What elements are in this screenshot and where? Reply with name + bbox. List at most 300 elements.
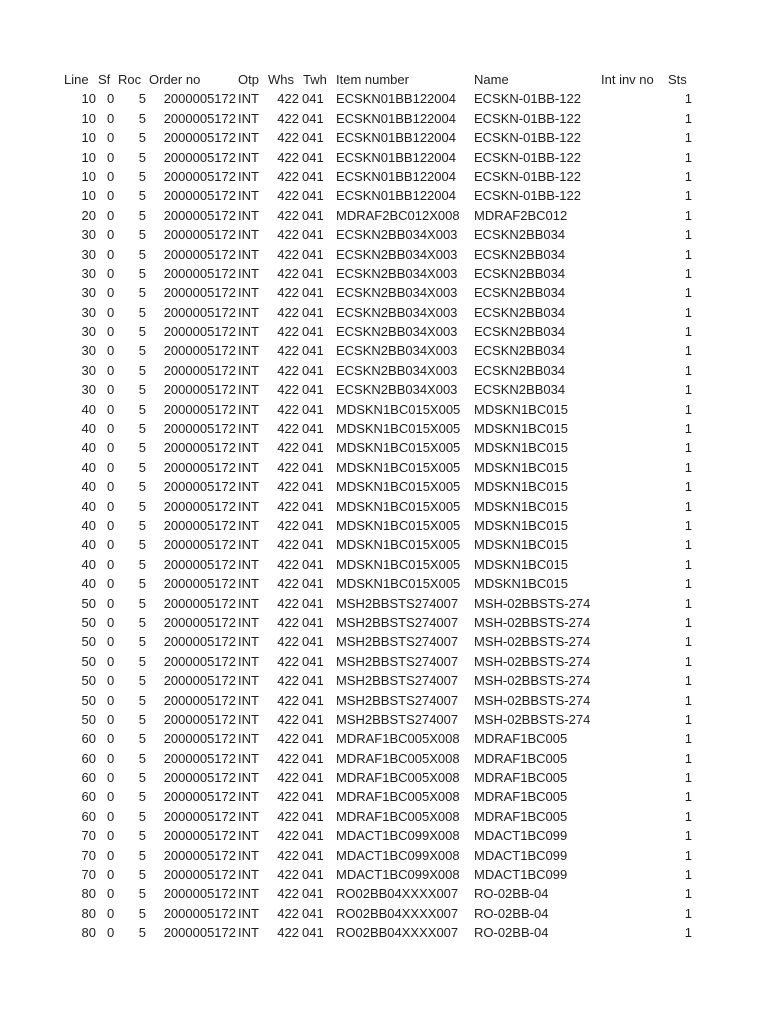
table-row	[0, 497, 768, 516]
status-cell: 1	[684, 498, 692, 514]
item-name-cell: MDRAF1BC005	[474, 731, 568, 747]
status-cell: 1	[684, 440, 692, 456]
table-row	[0, 477, 768, 496]
item-number-cell: ECSKN01BB122004	[336, 130, 456, 146]
table-row	[0, 361, 768, 380]
item-number-cell: MDRAF1BC005X008	[336, 789, 460, 805]
sf-cell: 0	[107, 324, 115, 340]
sf-cell: 0	[107, 188, 115, 204]
to-warehouse-cell: 041	[302, 188, 324, 204]
line-number-cell: 80	[81, 925, 96, 941]
to-warehouse-cell: 041	[302, 847, 324, 863]
line-number-cell: 50	[81, 692, 96, 708]
roc-cell: 5	[138, 421, 146, 437]
order-number-cell: 2000005172	[163, 168, 236, 184]
warehouse-cell: 422	[277, 556, 299, 572]
to-warehouse-cell: 041	[302, 362, 324, 378]
sf-cell: 0	[107, 808, 115, 824]
line-number-cell: 40	[81, 401, 96, 417]
item-number-cell: MDSKN1BC015X005	[336, 537, 461, 553]
col-header-line: Line	[64, 72, 89, 87]
status-cell: 1	[684, 828, 692, 844]
roc-cell: 5	[138, 498, 146, 514]
order-type-cell: INT	[238, 731, 259, 747]
col-header-order-no: Order no	[149, 72, 201, 87]
line-number-cell: 60	[81, 770, 96, 786]
warehouse-cell: 422	[277, 634, 299, 650]
to-warehouse-cell: 041	[302, 595, 324, 611]
line-number-cell: 40	[81, 479, 96, 495]
item-number-cell: ECSKN2BB034X003	[336, 343, 458, 359]
sf-cell: 0	[107, 168, 115, 184]
order-type-cell: INT	[238, 343, 259, 359]
roc-cell: 5	[138, 382, 146, 398]
line-number-cell: 50	[81, 595, 96, 611]
order-number-cell: 2000005172	[163, 401, 236, 417]
item-name-cell: MDRAF2BC012	[474, 207, 568, 223]
status-cell: 1	[684, 789, 692, 805]
line-number-cell: 30	[81, 265, 96, 281]
table-row	[0, 516, 768, 535]
line-number-cell: 70	[81, 828, 96, 844]
order-number-cell: 2000005172	[163, 130, 236, 146]
item-name-cell: MSH-02BBSTS-274	[474, 653, 591, 669]
table-row	[0, 865, 768, 884]
line-number-cell: 40	[81, 440, 96, 456]
status-cell: 1	[684, 246, 692, 262]
roc-cell: 5	[138, 847, 146, 863]
line-number-cell: 30	[81, 382, 96, 398]
table-row	[0, 438, 768, 457]
order-number-cell: 2000005172	[163, 440, 236, 456]
table-row	[0, 535, 768, 554]
warehouse-cell: 422	[277, 673, 299, 689]
order-number-cell: 2000005172	[163, 556, 236, 572]
table-row	[0, 691, 768, 710]
warehouse-cell: 422	[277, 498, 299, 514]
roc-cell: 5	[138, 440, 146, 456]
order-type-cell: INT	[238, 847, 259, 863]
col-header-name: Name	[474, 72, 509, 87]
table-row	[0, 264, 768, 283]
sf-cell: 0	[107, 227, 115, 243]
warehouse-cell: 422	[277, 382, 299, 398]
item-number-cell: MSH2BBSTS274007	[336, 692, 459, 708]
to-warehouse-cell: 041	[302, 692, 324, 708]
line-number-cell: 60	[81, 750, 96, 766]
table-row	[0, 904, 768, 923]
line-number-cell: 60	[81, 731, 96, 747]
item-name-cell: MDSKN1BC015	[474, 440, 568, 456]
item-name-cell: RO-02BB-04	[474, 886, 549, 902]
item-name-cell: ECSKN2BB034	[474, 285, 566, 301]
item-number-cell: MDSKN1BC015X005	[336, 498, 461, 514]
status-cell: 1	[684, 711, 692, 727]
warehouse-cell: 422	[277, 479, 299, 495]
item-name-cell: RO-02BB-04	[474, 905, 549, 921]
order-type-cell: INT	[238, 576, 259, 592]
item-number-cell: ECSKN2BB034X003	[336, 246, 458, 262]
item-number-cell: ECSKN2BB034X003	[336, 362, 458, 378]
status-cell: 1	[684, 343, 692, 359]
order-number-cell: 2000005172	[163, 886, 236, 902]
item-name-cell: ECSKN-01BB-122	[474, 149, 581, 165]
sf-cell: 0	[107, 867, 115, 883]
order-type-cell: INT	[238, 304, 259, 320]
sf-cell: 0	[107, 382, 115, 398]
order-type-cell: INT	[238, 770, 259, 786]
roc-cell: 5	[138, 285, 146, 301]
warehouse-cell: 422	[277, 188, 299, 204]
roc-cell: 5	[138, 91, 146, 107]
roc-cell: 5	[138, 556, 146, 572]
order-number-cell: 2000005172	[163, 343, 236, 359]
warehouse-cell: 422	[277, 692, 299, 708]
to-warehouse-cell: 041	[302, 149, 324, 165]
sf-cell: 0	[107, 828, 115, 844]
to-warehouse-cell: 041	[302, 750, 324, 766]
table-row	[0, 109, 768, 128]
status-cell: 1	[684, 673, 692, 689]
line-number-cell: 30	[81, 362, 96, 378]
item-name-cell: ECSKN2BB034	[474, 265, 566, 281]
to-warehouse-cell: 041	[302, 634, 324, 650]
order-type-cell: INT	[238, 692, 259, 708]
to-warehouse-cell: 041	[302, 614, 324, 630]
status-cell: 1	[684, 207, 692, 223]
item-number-cell: ECSKN2BB034X003	[336, 227, 458, 243]
line-number-cell: 40	[81, 421, 96, 437]
order-type-cell: INT	[238, 246, 259, 262]
item-name-cell: MDACT1BC099	[474, 847, 568, 863]
order-type-cell: INT	[238, 207, 259, 223]
item-name-cell: ECSKN-01BB-122	[474, 110, 581, 126]
order-type-cell: INT	[238, 227, 259, 243]
order-type-cell: INT	[238, 265, 259, 281]
to-warehouse-cell: 041	[302, 343, 324, 359]
warehouse-cell: 422	[277, 576, 299, 592]
table-row	[0, 400, 768, 419]
sf-cell: 0	[107, 770, 115, 786]
sf-cell: 0	[107, 498, 115, 514]
item-name-cell: ECSKN2BB034	[474, 227, 566, 243]
roc-cell: 5	[138, 227, 146, 243]
order-type-cell: INT	[238, 653, 259, 669]
line-number-cell: 50	[81, 711, 96, 727]
item-number-cell: MDSKN1BC015X005	[336, 517, 461, 533]
item-number-cell: MDSKN1BC015X005	[336, 459, 461, 475]
line-number-cell: 10	[81, 168, 96, 184]
sf-cell: 0	[107, 265, 115, 281]
status-cell: 1	[684, 867, 692, 883]
roc-cell: 5	[138, 246, 146, 262]
item-number-cell: RO02BB04XXXX007	[336, 925, 459, 941]
sf-cell: 0	[107, 130, 115, 146]
table-row	[0, 283, 768, 302]
roc-cell: 5	[138, 886, 146, 902]
order-number-cell: 2000005172	[163, 576, 236, 592]
sf-cell: 0	[107, 789, 115, 805]
status-cell: 1	[684, 188, 692, 204]
to-warehouse-cell: 041	[302, 808, 324, 824]
to-warehouse-cell: 041	[302, 711, 324, 727]
order-type-cell: INT	[238, 867, 259, 883]
roc-cell: 5	[138, 614, 146, 630]
warehouse-cell: 422	[277, 168, 299, 184]
status-cell: 1	[684, 653, 692, 669]
sf-cell: 0	[107, 459, 115, 475]
to-warehouse-cell: 041	[302, 130, 324, 146]
item-number-cell: MDACT1BC099X008	[336, 847, 460, 863]
to-warehouse-cell: 041	[302, 304, 324, 320]
table-row	[0, 613, 768, 632]
status-cell: 1	[684, 227, 692, 243]
sf-cell: 0	[107, 711, 115, 727]
table-row	[0, 225, 768, 244]
warehouse-cell: 422	[277, 750, 299, 766]
roc-cell: 5	[138, 653, 146, 669]
warehouse-cell: 422	[277, 847, 299, 863]
order-number-cell: 2000005172	[163, 789, 236, 805]
warehouse-cell: 422	[277, 149, 299, 165]
status-cell: 1	[684, 847, 692, 863]
item-name-cell: MDRAF1BC005	[474, 750, 568, 766]
sf-cell: 0	[107, 479, 115, 495]
table-row	[0, 303, 768, 322]
table-row	[0, 380, 768, 399]
order-type-cell: INT	[238, 673, 259, 689]
sf-cell: 0	[107, 207, 115, 223]
table-row	[0, 186, 768, 205]
order-type-cell: INT	[238, 808, 259, 824]
warehouse-cell: 422	[277, 285, 299, 301]
item-number-cell: ECSKN2BB034X003	[336, 285, 458, 301]
roc-cell: 5	[138, 188, 146, 204]
status-cell: 1	[684, 382, 692, 398]
table-row	[0, 167, 768, 186]
status-cell: 1	[684, 770, 692, 786]
item-number-cell: MDSKN1BC015X005	[336, 401, 461, 417]
item-number-cell: MDRAF2BC012X008	[336, 207, 460, 223]
item-name-cell: MDRAF1BC005	[474, 789, 568, 805]
sf-cell: 0	[107, 731, 115, 747]
item-name-cell: ECSKN-01BB-122	[474, 130, 581, 146]
order-number-cell: 2000005172	[163, 634, 236, 650]
roc-cell: 5	[138, 479, 146, 495]
warehouse-cell: 422	[277, 770, 299, 786]
item-number-cell: MDRAF1BC005X008	[336, 750, 460, 766]
status-cell: 1	[684, 401, 692, 417]
item-number-cell: MDRAF1BC005X008	[336, 731, 460, 747]
roc-cell: 5	[138, 789, 146, 805]
line-number-cell: 40	[81, 498, 96, 514]
status-cell: 1	[684, 576, 692, 592]
warehouse-cell: 422	[277, 867, 299, 883]
order-number-cell: 2000005172	[163, 517, 236, 533]
order-number-cell: 2000005172	[163, 925, 236, 941]
warehouse-cell: 422	[277, 227, 299, 243]
roc-cell: 5	[138, 692, 146, 708]
col-header-int-inv-no: Int inv no	[601, 72, 654, 87]
sf-cell: 0	[107, 401, 115, 417]
item-name-cell: ECSKN2BB034	[474, 324, 566, 340]
line-number-cell: 40	[81, 537, 96, 553]
warehouse-cell: 422	[277, 905, 299, 921]
to-warehouse-cell: 041	[302, 207, 324, 223]
table-row	[0, 807, 768, 826]
item-number-cell: ECSKN2BB034X003	[336, 382, 458, 398]
line-number-cell: 70	[81, 847, 96, 863]
sf-cell: 0	[107, 537, 115, 553]
warehouse-cell: 422	[277, 440, 299, 456]
table-row	[0, 710, 768, 729]
warehouse-cell: 422	[277, 459, 299, 475]
line-number-cell: 70	[81, 867, 96, 883]
line-number-cell: 10	[81, 110, 96, 126]
sf-cell: 0	[107, 362, 115, 378]
item-number-cell: MDSKN1BC015X005	[336, 440, 461, 456]
line-number-cell: 30	[81, 246, 96, 262]
status-cell: 1	[684, 614, 692, 630]
order-type-cell: INT	[238, 479, 259, 495]
warehouse-cell: 422	[277, 265, 299, 281]
line-number-cell: 50	[81, 634, 96, 650]
to-warehouse-cell: 041	[302, 905, 324, 921]
roc-cell: 5	[138, 207, 146, 223]
warehouse-cell: 422	[277, 362, 299, 378]
roc-cell: 5	[138, 265, 146, 281]
item-name-cell: ECSKN2BB034	[474, 343, 566, 359]
status-cell: 1	[684, 304, 692, 320]
warehouse-cell: 422	[277, 246, 299, 262]
line-number-cell: 10	[81, 130, 96, 146]
table-row	[0, 768, 768, 787]
roc-cell: 5	[138, 517, 146, 533]
sf-cell: 0	[107, 440, 115, 456]
item-number-cell: MDRAF1BC005X008	[336, 770, 460, 786]
item-number-cell: ECSKN2BB034X003	[336, 265, 458, 281]
item-number-cell: MDSKN1BC015X005	[336, 576, 461, 592]
to-warehouse-cell: 041	[302, 556, 324, 572]
order-number-cell: 2000005172	[163, 692, 236, 708]
order-type-cell: INT	[238, 110, 259, 126]
line-number-cell: 10	[81, 149, 96, 165]
table-row	[0, 826, 768, 845]
sf-cell: 0	[107, 517, 115, 533]
warehouse-cell: 422	[277, 421, 299, 437]
status-cell: 1	[684, 149, 692, 165]
status-cell: 1	[684, 750, 692, 766]
to-warehouse-cell: 041	[302, 828, 324, 844]
table-row	[0, 128, 768, 147]
order-type-cell: INT	[238, 537, 259, 553]
sf-cell: 0	[107, 653, 115, 669]
status-cell: 1	[684, 731, 692, 747]
table-row	[0, 555, 768, 574]
item-name-cell: MDSKN1BC015	[474, 576, 568, 592]
line-number-cell: 40	[81, 459, 96, 475]
table-row	[0, 419, 768, 438]
item-name-cell: MDSKN1BC015	[474, 537, 568, 553]
to-warehouse-cell: 041	[302, 925, 324, 941]
order-number-cell: 2000005172	[163, 750, 236, 766]
item-name-cell: MDRAF1BC005	[474, 770, 568, 786]
order-number-cell: 2000005172	[163, 595, 236, 611]
item-name-cell: ECSKN2BB034	[474, 304, 566, 320]
line-number-cell: 40	[81, 517, 96, 533]
table-row	[0, 884, 768, 903]
line-number-cell: 30	[81, 304, 96, 320]
order-number-cell: 2000005172	[163, 207, 236, 223]
roc-cell: 5	[138, 130, 146, 146]
sf-cell: 0	[107, 304, 115, 320]
item-number-cell: MDACT1BC099X008	[336, 828, 460, 844]
roc-cell: 5	[138, 711, 146, 727]
order-type-cell: INT	[238, 614, 259, 630]
order-number-cell: 2000005172	[163, 459, 236, 475]
line-number-cell: 50	[81, 653, 96, 669]
line-number-cell: 30	[81, 324, 96, 340]
status-cell: 1	[684, 459, 692, 475]
item-number-cell: MSH2BBSTS274007	[336, 653, 459, 669]
to-warehouse-cell: 041	[302, 576, 324, 592]
sf-cell: 0	[107, 110, 115, 126]
to-warehouse-cell: 041	[302, 673, 324, 689]
status-cell: 1	[684, 110, 692, 126]
warehouse-cell: 422	[277, 130, 299, 146]
roc-cell: 5	[138, 168, 146, 184]
sf-cell: 0	[107, 246, 115, 262]
sf-cell: 0	[107, 556, 115, 572]
order-type-cell: INT	[238, 634, 259, 650]
to-warehouse-cell: 041	[302, 440, 324, 456]
header-row	[0, 70, 768, 89]
sf-cell: 0	[107, 421, 115, 437]
table-body	[0, 89, 768, 942]
to-warehouse-cell: 041	[302, 265, 324, 281]
warehouse-cell: 422	[277, 343, 299, 359]
to-warehouse-cell: 041	[302, 285, 324, 301]
roc-cell: 5	[138, 770, 146, 786]
table-row	[0, 749, 768, 768]
to-warehouse-cell: 041	[302, 653, 324, 669]
roc-cell: 5	[138, 459, 146, 475]
item-number-cell: ECSKN01BB122004	[336, 91, 456, 107]
order-number-cell: 2000005172	[163, 246, 236, 262]
roc-cell: 5	[138, 925, 146, 941]
order-number-cell: 2000005172	[163, 421, 236, 437]
line-number-cell: 80	[81, 905, 96, 921]
order-number-cell: 2000005172	[163, 731, 236, 747]
item-number-cell: ECSKN01BB122004	[336, 188, 456, 204]
order-number-cell: 2000005172	[163, 905, 236, 921]
line-number-cell: 10	[81, 91, 96, 107]
warehouse-cell: 422	[277, 110, 299, 126]
roc-cell: 5	[138, 634, 146, 650]
item-name-cell: MDSKN1BC015	[474, 517, 568, 533]
warehouse-cell: 422	[277, 324, 299, 340]
to-warehouse-cell: 041	[302, 227, 324, 243]
roc-cell: 5	[138, 576, 146, 592]
item-name-cell: ECSKN2BB034	[474, 246, 566, 262]
warehouse-cell: 422	[277, 91, 299, 107]
to-warehouse-cell: 041	[302, 789, 324, 805]
sf-cell: 0	[107, 673, 115, 689]
warehouse-cell: 422	[277, 517, 299, 533]
item-name-cell: ECSKN-01BB-122	[474, 91, 581, 107]
warehouse-cell: 422	[277, 808, 299, 824]
line-number-cell: 60	[81, 808, 96, 824]
